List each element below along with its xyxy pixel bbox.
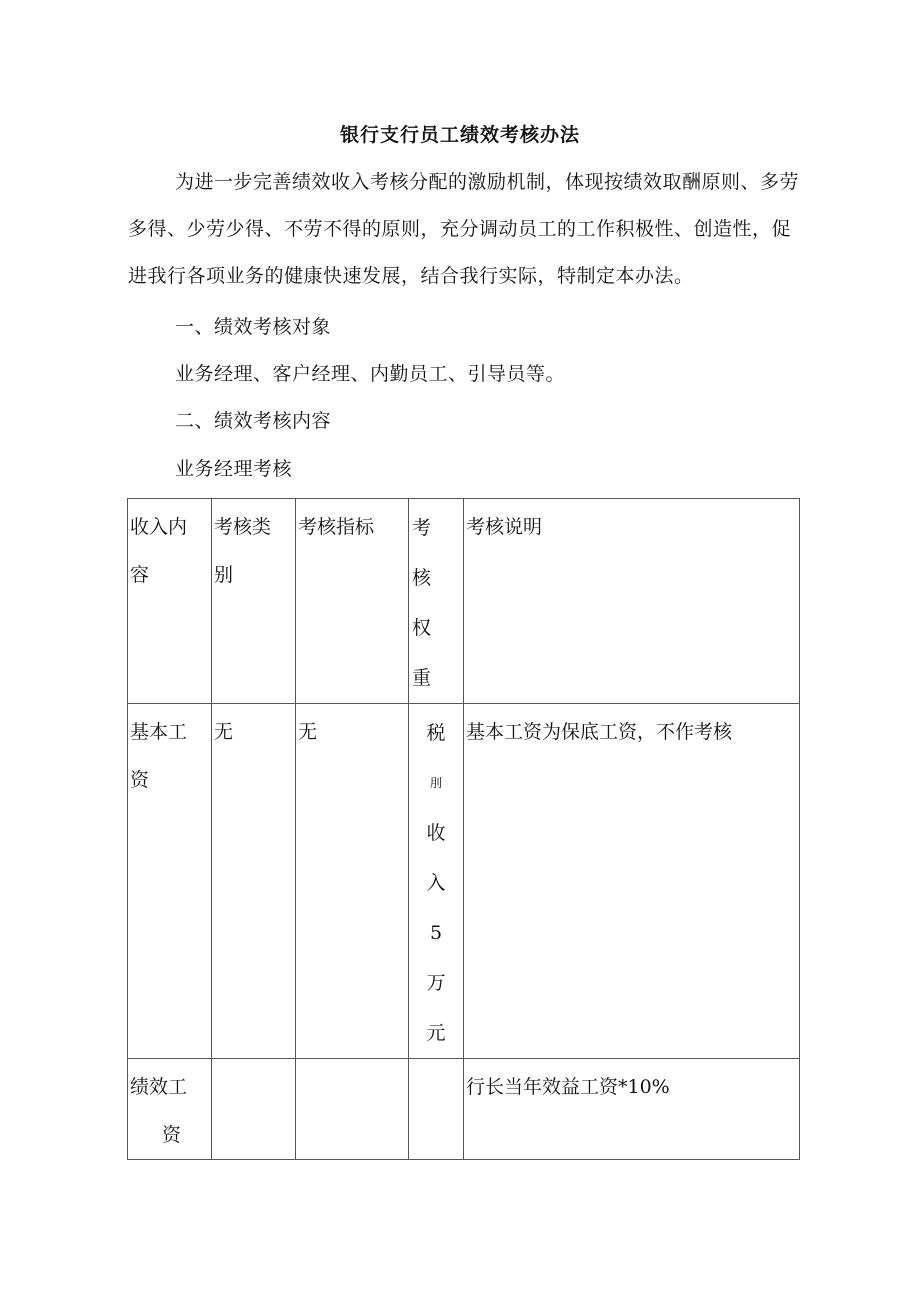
header-description: 考核说明: [466, 516, 543, 538]
section1-content: 业务经理、客户经理、内勤员工、引导员等。: [175, 363, 566, 385]
row2-income-line1: 绩效工: [130, 1076, 188, 1098]
row2-income: [128, 1059, 211, 1159]
header-income: 收入内容: [130, 516, 188, 586]
header-indicator: 考核指标: [298, 516, 375, 538]
row1-indicator: 无: [298, 721, 318, 743]
document-title: 银行支行员工绩效考核办法: [339, 124, 580, 146]
table-row: [128, 704, 800, 1059]
section2-subheading: 业务经理考核: [175, 458, 293, 480]
row1-income: 基本工资: [130, 721, 188, 791]
table-row: [128, 1059, 800, 1160]
row1-category: 无: [214, 721, 234, 743]
row1-weight: [427, 704, 446, 1058]
table-cell: [409, 704, 464, 1059]
assessment-table: [127, 498, 800, 1160]
table-cell: [464, 704, 800, 1059]
table-cell: [296, 704, 409, 1059]
row1-weight-part1: 税: [426, 722, 446, 744]
row1-weight-part3: 收入5万元: [426, 822, 446, 1044]
header-cell: [296, 499, 409, 704]
row2-weight: [409, 1059, 463, 1063]
header-cell: [409, 499, 464, 704]
header-cell: [464, 499, 800, 704]
intro-paragraph: 为进一步完善绩效收入考核分配的激励机制，体现按绩效取酬原则、多劳多得、少劳少得、不劳不得的原则，充分调动员工的工作积极性、创造性，促进我行各项业务的健康快速发展，结合我行实际，特制定本办法。: [128, 171, 800, 287]
row2-income-line2: 资: [162, 1124, 182, 1146]
table-cell: [409, 1059, 464, 1160]
table-cell: [212, 1059, 296, 1160]
table-cell: [212, 704, 296, 1059]
header-cell: [128, 499, 212, 704]
row2-description: 行长当年效益工资*10%: [466, 1076, 670, 1098]
table-cell: [296, 1059, 409, 1160]
header-cell: [212, 499, 296, 704]
header-weight: 考核权重: [412, 517, 432, 689]
table-cell: [128, 1059, 212, 1160]
row1-weight-part2: 刖: [429, 776, 442, 790]
table-cell: [128, 704, 212, 1059]
section1-heading: 一、绩效考核对象: [175, 316, 332, 338]
table-cell: [464, 1059, 800, 1160]
row2-category: [212, 1059, 295, 1063]
section2-heading: 二、绩效考核内容: [175, 410, 332, 432]
table-header-row: [128, 499, 800, 704]
header-category: 考核类别: [214, 516, 272, 586]
row2-indicator: [296, 1059, 408, 1063]
row1-description: 基本工资为保底工资，不作考核: [466, 721, 733, 743]
